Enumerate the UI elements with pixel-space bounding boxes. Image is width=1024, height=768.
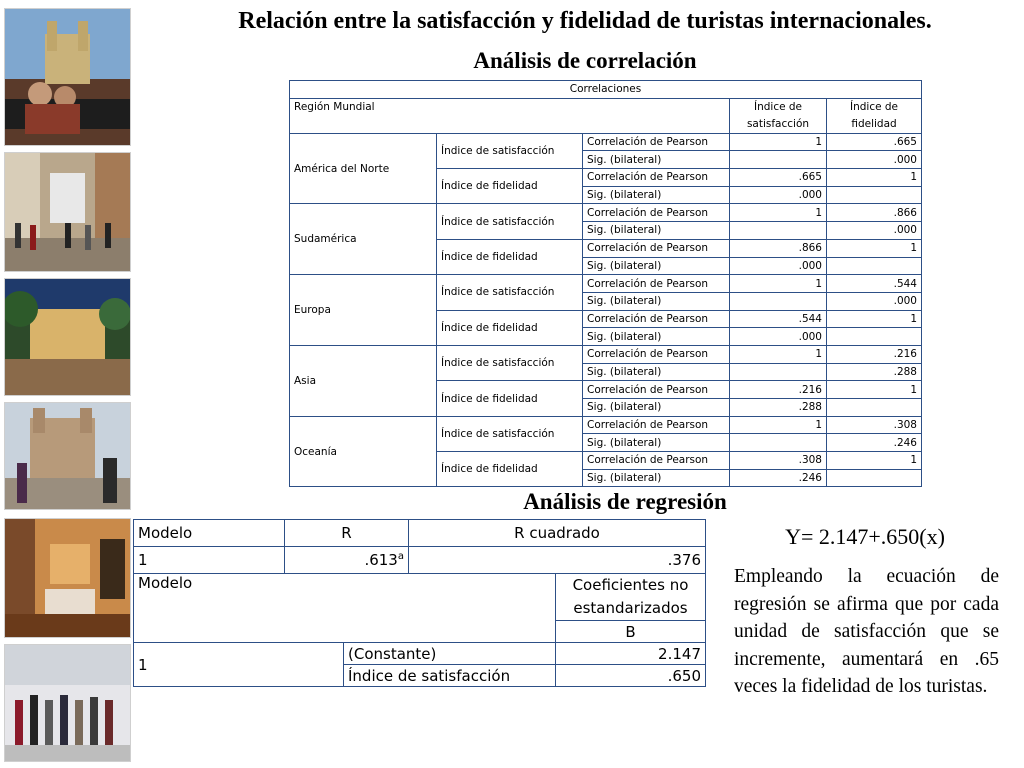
satisfaction-coef-label: Índice de satisfacción xyxy=(344,665,556,687)
main-title: Relación entre la satisfacción y fidelidad de turistas internacionales. xyxy=(238,8,932,34)
statistic-label: Correlación de Pearson xyxy=(583,310,730,328)
region-name: Asia xyxy=(290,345,437,416)
r-value xyxy=(285,547,409,574)
statistic-label: Correlación de Pearson xyxy=(583,345,730,363)
statistic-label: Correlación de Pearson xyxy=(583,169,730,187)
statistic-label: Sig. (bilateral) xyxy=(583,257,730,275)
photo-strip xyxy=(0,0,132,768)
satisfaction-header-line2: satisfacción xyxy=(746,117,810,130)
satisfaction-cell: 1 xyxy=(730,345,827,363)
coef-model-header: Modelo xyxy=(134,574,556,643)
fidelity-cell: .246 xyxy=(827,434,922,452)
statistic-label: Sig. (bilateral) xyxy=(583,292,730,310)
variable-label: Índice de satisfacción xyxy=(437,133,583,168)
unstandardized-header-line1: Coeficientes no xyxy=(572,576,689,594)
model-summary-table xyxy=(133,519,706,574)
r-footnote: a xyxy=(397,551,404,562)
region-name: Sudamérica xyxy=(290,204,437,275)
fidelity-cell: .000 xyxy=(827,222,922,240)
statistic-label: Correlación de Pearson xyxy=(583,452,730,470)
table-caption-row xyxy=(290,81,922,99)
variable-label: Índice de fidelidad xyxy=(437,169,583,204)
r-header: R xyxy=(285,520,409,547)
statistic-label: Correlación de Pearson xyxy=(583,416,730,434)
airport-crowd-photo xyxy=(4,644,131,762)
hotel-room-photo xyxy=(4,518,131,638)
satisfaction-coef-value: .650 xyxy=(556,665,706,687)
satisfaction-cell: .665 xyxy=(730,169,827,187)
satisfaction-cell: 1 xyxy=(730,204,827,222)
satisfaction-cell: .544 xyxy=(730,310,827,328)
statistic-label: Correlación de Pearson xyxy=(583,381,730,399)
model-value: 1 xyxy=(134,547,285,574)
satisfaction-cell: 1 xyxy=(730,133,827,151)
unstandardized-header-line2: estandarizados xyxy=(573,599,688,617)
street-crowd-photo xyxy=(4,152,131,272)
fidelity-header xyxy=(827,98,922,133)
regression-equation: Y= 2.147+.650(x) xyxy=(785,524,945,549)
satisfaction-cell xyxy=(730,151,827,169)
variable-label: Índice de fidelidad xyxy=(437,310,583,345)
regression-title: Análisis de regresión xyxy=(523,489,727,514)
statistic-label: Sig. (bilateral) xyxy=(583,151,730,169)
fidelity-cell: .308 xyxy=(827,416,922,434)
explanation-text: Empleando la ecuación de regresión se afirma que por cada unidad de satisfacción que se incremente, aumentará en .65 veces la fidelidad de los turistas. xyxy=(734,566,999,697)
table-caption: Correlaciones xyxy=(290,81,922,99)
model-header: Modelo xyxy=(134,520,285,547)
fidelity-header-line1: Índice de xyxy=(849,100,899,113)
statistic-label: Sig. (bilateral) xyxy=(583,186,730,204)
satisfaction-cell: .246 xyxy=(730,469,827,487)
r-number: .613 xyxy=(364,551,398,569)
correlation-title: Análisis de correlación xyxy=(473,48,697,73)
table-row xyxy=(290,204,922,222)
fidelity-cell xyxy=(827,257,922,275)
statistic-label: Sig. (bilateral) xyxy=(583,363,730,381)
region-header: Región Mundial xyxy=(290,98,730,133)
constant-value: 2.147 xyxy=(556,643,706,665)
satisfaction-cell xyxy=(730,434,827,452)
fidelity-cell: .000 xyxy=(827,292,922,310)
fidelity-cell: .216 xyxy=(827,345,922,363)
fidelity-cell: 1 xyxy=(827,381,922,399)
satisfaction-cell: .288 xyxy=(730,399,827,417)
r-squared-value: .376 xyxy=(409,547,706,574)
table-row xyxy=(290,133,922,151)
cathedral-photo xyxy=(4,8,131,146)
fidelity-cell: 1 xyxy=(827,239,922,257)
r-squared-header: R cuadrado xyxy=(409,520,706,547)
statistic-label: Correlación de Pearson xyxy=(583,133,730,151)
satisfaction-cell xyxy=(730,222,827,240)
table-row xyxy=(134,520,706,547)
table-row xyxy=(290,275,922,293)
b-header: B xyxy=(556,621,706,643)
fidelity-cell: 1 xyxy=(827,169,922,187)
church-plaza-photo xyxy=(4,402,131,510)
fidelity-cell xyxy=(827,328,922,346)
satisfaction-cell: 1 xyxy=(730,416,827,434)
fidelity-cell: .866 xyxy=(827,204,922,222)
courtyard-photo xyxy=(4,278,131,396)
fidelity-cell: .665 xyxy=(827,133,922,151)
satisfaction-header xyxy=(730,98,827,133)
fidelity-header-line2: fidelidad xyxy=(851,117,897,130)
variable-label: Índice de satisfacción xyxy=(437,345,583,380)
satisfaction-cell: 1 xyxy=(730,275,827,293)
satisfaction-cell: .216 xyxy=(730,381,827,399)
fidelity-cell xyxy=(827,399,922,417)
statistic-label: Correlación de Pearson xyxy=(583,275,730,293)
variable-label: Índice de satisfacción xyxy=(437,204,583,239)
statistic-label: Sig. (bilateral) xyxy=(583,328,730,346)
table-row xyxy=(290,416,922,434)
table-row xyxy=(134,547,706,574)
satisfaction-cell: .866 xyxy=(730,239,827,257)
variable-label: Índice de fidelidad xyxy=(437,239,583,274)
unstandardized-header xyxy=(556,574,706,621)
statistic-label: Correlación de Pearson xyxy=(583,239,730,257)
fidelity-cell: 1 xyxy=(827,310,922,328)
statistic-label: Sig. (bilateral) xyxy=(583,222,730,240)
region-name: Europa xyxy=(290,275,437,346)
variable-label: Índice de satisfacción xyxy=(437,416,583,451)
coefficients-table xyxy=(133,573,706,687)
variable-label: Índice de fidelidad xyxy=(437,452,583,487)
satisfaction-header-line1: Índice de xyxy=(753,100,803,113)
variable-label: Índice de satisfacción xyxy=(437,275,583,310)
region-name: América del Norte xyxy=(290,133,437,204)
table-row xyxy=(134,643,706,665)
statistic-label: Sig. (bilateral) xyxy=(583,399,730,417)
fidelity-cell xyxy=(827,186,922,204)
table-header-row xyxy=(290,98,922,133)
fidelity-cell: 1 xyxy=(827,452,922,470)
table-row xyxy=(290,345,922,363)
table-row xyxy=(134,574,706,621)
fidelity-cell: .544 xyxy=(827,275,922,293)
satisfaction-cell xyxy=(730,292,827,310)
constant-label: (Constante) xyxy=(344,643,556,665)
fidelity-cell xyxy=(827,469,922,487)
satisfaction-cell: .000 xyxy=(730,328,827,346)
statistic-label: Sig. (bilateral) xyxy=(583,434,730,452)
coef-model-value: 1 xyxy=(134,643,344,687)
satisfaction-cell: .308 xyxy=(730,452,827,470)
fidelity-cell: .000 xyxy=(827,151,922,169)
correlations-table xyxy=(289,80,922,487)
variable-label: Índice de fidelidad xyxy=(437,381,583,416)
satisfaction-cell xyxy=(730,363,827,381)
region-name: Oceanía xyxy=(290,416,437,487)
statistic-label: Correlación de Pearson xyxy=(583,204,730,222)
satisfaction-cell: .000 xyxy=(730,186,827,204)
fidelity-cell: .288 xyxy=(827,363,922,381)
satisfaction-cell: .000 xyxy=(730,257,827,275)
statistic-label: Sig. (bilateral) xyxy=(583,469,730,487)
